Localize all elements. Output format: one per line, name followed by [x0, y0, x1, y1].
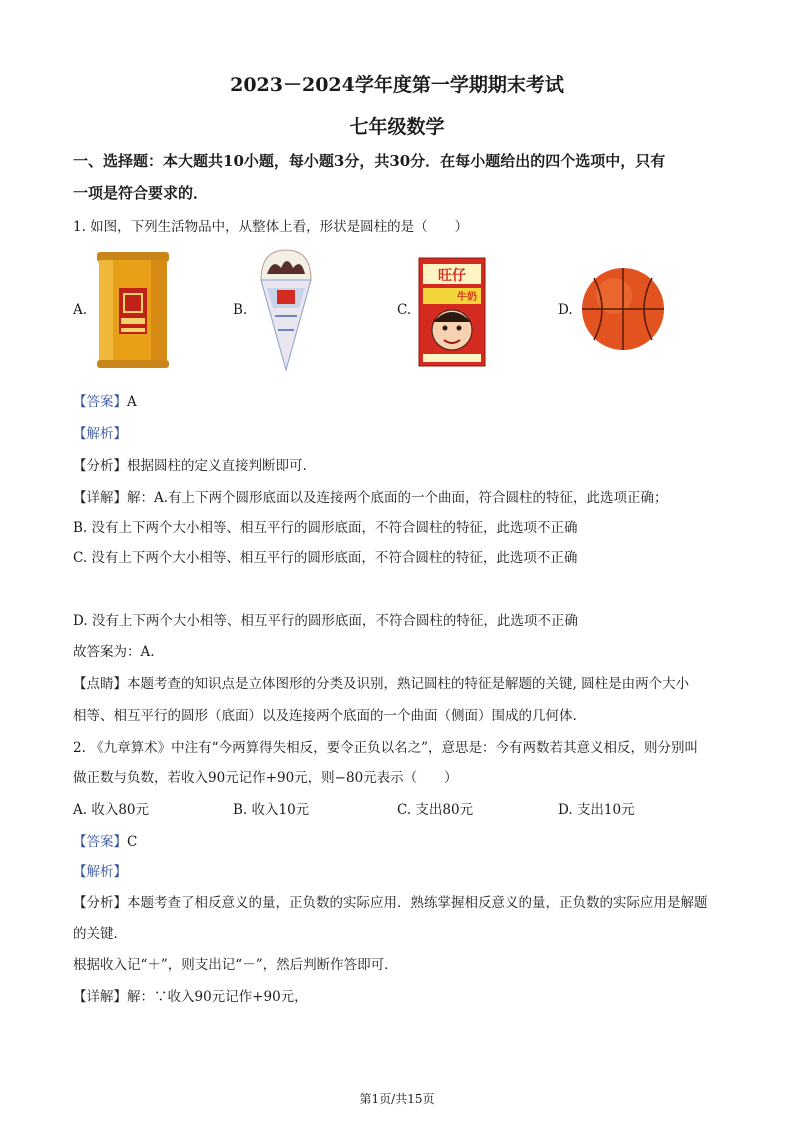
- q2-answer: [73, 830, 137, 850]
- fenxi-tag: 【分析】: [73, 895, 127, 911]
- detail-text: 解：A.有上下两个圆形底面以及连接两个底面的一个曲面，符合圆柱的特征，此选项正确；: [127, 490, 668, 506]
- fenxi-tag: 【分析】: [73, 458, 127, 474]
- detail-text: 解：∵收入90元记作+90元，: [127, 989, 308, 1005]
- q2-option-d: D. 支出10元: [558, 802, 635, 818]
- q2-option-b: B. 收入10元: [233, 802, 310, 818]
- exam-subject: 七年级数学: [349, 116, 445, 138]
- milk-box-brand-text: 旺仔: [438, 268, 466, 284]
- q1-conclusion: 故答案为：A.: [73, 644, 155, 660]
- q1-option-a-label: A.: [73, 302, 88, 318]
- q1-detail-c: C. 没有上下两个大小相等、相互平行的圆形底面，不符合圆柱的特征，此选项不正确: [73, 550, 578, 566]
- ice-cream-cone-icon: [255, 246, 317, 374]
- q1-option-b-label: B.: [233, 302, 248, 318]
- answer-tag: 【答案】: [73, 834, 127, 850]
- q2-stem-line1: 2. 《九章算术》中注有“今两算得失相反，要令正负以名之”，意思是：今有两数若其意义相反，则分别叫: [73, 740, 698, 756]
- q1-answer: [73, 390, 137, 410]
- q2-option-a: A. 收入80元: [73, 802, 150, 818]
- fenxi-text: 根据圆柱的定义直接判断即可.: [127, 458, 307, 474]
- q1-fenxi: [73, 454, 307, 474]
- q2-option-c: C. 支出80元: [397, 802, 474, 818]
- detail-tag: 【详解】: [73, 490, 127, 506]
- exam-title: 2023－2024学年度第一学期期末考试: [230, 74, 564, 96]
- q1-detail: [73, 486, 668, 506]
- tea-can-icon: [95, 248, 171, 370]
- q2-fenxi-line2: 的关键．: [73, 926, 127, 942]
- fenxi-text: 本题考查了相反意义的量，正负数的实际应用．熟练掌握相反意义的量，正负数的实际应用是解题: [127, 895, 708, 911]
- q1-option-d-label: D.: [558, 302, 573, 318]
- dianjing-text: 本题考查的知识点是立体图形的分类及识别，熟记圆柱的特征是解题的关键, 圆柱是由两个大小: [127, 676, 690, 692]
- answer-tag: 【答案】: [73, 394, 127, 410]
- q2-stem-line2: 做正数与负数，若收入90元记作+90元，则−80元表示（ ）: [73, 770, 458, 786]
- q2-analysis-tag: 【解析】: [73, 864, 127, 880]
- q1-detail-b: B. 没有上下两个大小相等、相互平行的圆形底面，不符合圆柱的特征，此选项不正确: [73, 520, 578, 536]
- q2-fenxi: [73, 891, 708, 911]
- answer-value: C: [127, 834, 138, 850]
- detail-tag: 【详解】: [73, 989, 127, 1005]
- basketball-icon: [580, 266, 666, 352]
- q1-option-c-label: C.: [397, 302, 412, 318]
- dianjing-tag: 【点睛】: [73, 676, 127, 692]
- q2-line3: 根据收入记“＋”，则支出记“－”，然后判断作答即可．: [73, 957, 398, 973]
- q1-analysis-tag: 【解析】: [73, 426, 127, 442]
- q1-dianjing: [73, 672, 689, 692]
- milk-box-product-text: 牛奶: [457, 292, 477, 303]
- section-heading-line1: 一、选择题：本大题共10小题，每小题3分，共30分．在每小题给出的四个选项中，只有: [73, 152, 666, 170]
- q1-stem: 1. 如图，下列生活物品中，从整体上看，形状是圆柱的是（ ）: [73, 219, 469, 235]
- q1-dianjing-line2: 相等、相互平行的圆形（底面）以及连接两个底面的一个曲面（侧面）围成的几何体.: [73, 708, 577, 724]
- page-number: 第1页/共15页: [359, 1092, 435, 1106]
- section-heading-line2: 一项是符合要求的．: [73, 184, 209, 202]
- milk-box-icon: [417, 256, 487, 368]
- q1-detail-d: D. 没有上下两个大小相等、相互平行的圆形底面，不符合圆柱的特征，此选项不正确: [73, 613, 578, 629]
- answer-value: A: [127, 394, 137, 410]
- q2-detail: [73, 985, 308, 1005]
